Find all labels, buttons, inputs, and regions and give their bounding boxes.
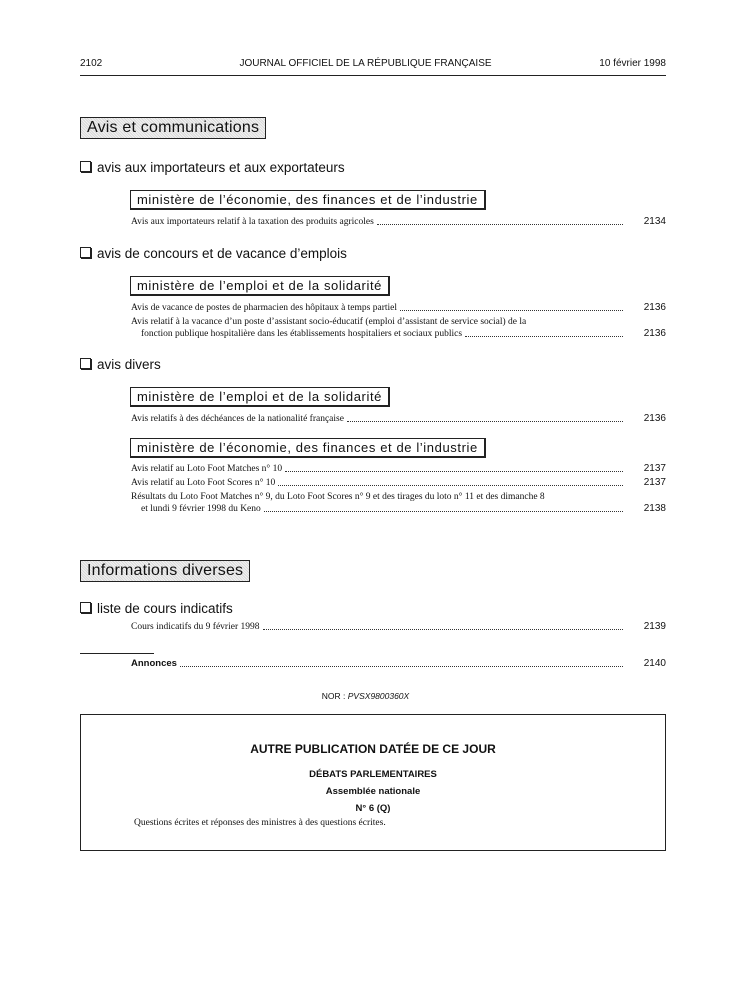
nor-label: NOR :: [321, 691, 346, 701]
entry-page: 2139: [643, 621, 666, 632]
annonces-label: Annonces: [131, 658, 177, 669]
toc-entry[interactable]: [131, 463, 666, 475]
entry-text: Avis aux importateurs relatif à la taxation des produits agricoles: [131, 217, 374, 227]
leader-dots: [264, 511, 623, 512]
publication-line1: DÉBATS PARLEMENTAIRES: [309, 769, 437, 780]
section-title-avis: Avis et communications: [80, 117, 266, 139]
toc-entry[interactable]: [131, 302, 666, 314]
subsection-heading: avis divers: [97, 357, 161, 372]
issue-date: 10 février 1998: [599, 58, 666, 69]
toc-entry-annonces[interactable]: [131, 658, 666, 670]
entry-text: Avis relatif au Loto Foot Scores n° 10: [131, 478, 276, 488]
subsection-heading: liste de cours indicatifs: [97, 601, 233, 616]
publication-title: AUTRE PUBLICATION DATÉE DE CE JOUR: [250, 742, 496, 756]
other-publication-box: [80, 714, 666, 851]
entry-text-line2: fonction publique hospitalière dans les établissements hospitaliers et sociaux publics: [141, 329, 463, 339]
entry-page: 2136: [643, 328, 666, 339]
entry-page: 2136: [643, 302, 666, 313]
publication-line4: Questions écrites et réponses des ministres à des questions écrites.: [134, 818, 386, 828]
toc-entry[interactable]: [131, 491, 666, 515]
subsection-cours: [80, 601, 233, 616]
entry-page: 2137: [643, 477, 666, 488]
publication-line3: N° 6 (Q): [355, 803, 391, 814]
entry-page: 2137: [643, 463, 666, 474]
ministry-box: ministère de l’emploi et de la solidarité: [130, 276, 390, 296]
toc-entry[interactable]: [131, 477, 666, 489]
entry-text: Avis relatifs à des déchéances de la nationalité française: [131, 414, 344, 424]
nor-code: PVSX9800360X: [347, 691, 410, 701]
section-title-informations: Informations diverses: [80, 560, 250, 582]
leader-dots: [285, 471, 623, 472]
subsection-importateurs: [80, 160, 345, 175]
entry-text-line1: Avis relatif à la vacance d’un poste d’assistant socio-éducatif (emploi d’assistant de service social) de la: [131, 317, 527, 327]
subsection-heading: avis aux importateurs et aux exportateurs: [97, 160, 345, 175]
ministry-box: ministère de l’emploi et de la solidarité: [130, 387, 390, 407]
subsection-concours: [80, 246, 347, 261]
checkbox-icon: [80, 161, 91, 172]
entry-text-line1: Résultats du Loto Foot Matches n° 9, du Loto Foot Scores n° 9 et des tirages du loto n° 11 et des dimanche 8: [131, 492, 545, 502]
leader-dots: [347, 421, 623, 422]
entry-page: 2138: [643, 503, 666, 514]
subsection-heading: avis de concours et de vacance d’emplois: [97, 246, 347, 261]
leader-dots: [377, 224, 623, 225]
leader-dots: [278, 485, 623, 486]
checkbox-icon: [80, 602, 91, 613]
subsection-divers: [80, 357, 161, 372]
page-number: 2102: [80, 58, 103, 69]
entry-text: Avis de vacance de postes de pharmacien des hôpitaux à temps partiel: [131, 303, 397, 313]
toc-entry[interactable]: [131, 621, 666, 633]
checkbox-icon: [80, 247, 91, 258]
checkbox-icon: [80, 358, 91, 369]
ministry-box: ministère de l’économie, des finances et de l’industrie: [130, 190, 486, 210]
leader-dots: [465, 336, 623, 337]
entry-text: Avis relatif au Loto Foot Matches n° 10: [131, 464, 283, 474]
entry-page: 2140: [643, 658, 666, 669]
toc-entry[interactable]: [131, 413, 666, 425]
toc-entry[interactable]: [131, 216, 666, 228]
publication-line2: Assemblée nationale: [325, 786, 421, 797]
entry-page: 2136: [643, 413, 666, 424]
separator-rule: [80, 653, 154, 654]
leader-dots: [400, 310, 623, 311]
journal-title: JOURNAL OFFICIEL DE LA RÉPUBLIQUE FRANÇAISE: [239, 58, 492, 69]
leader-dots: [263, 629, 624, 630]
entry-page: 2134: [643, 216, 666, 227]
toc-entry[interactable]: [131, 316, 666, 340]
nor-reference: [0, 691, 731, 701]
header-rule: [80, 75, 666, 76]
ministry-box: ministère de l’économie, des finances et de l’industrie: [130, 438, 486, 458]
entry-text-line2: et lundi 9 février 1998 du Keno: [141, 504, 261, 514]
entry-text: Cours indicatifs du 9 février 1998: [131, 622, 260, 632]
leader-dots: [180, 666, 623, 667]
